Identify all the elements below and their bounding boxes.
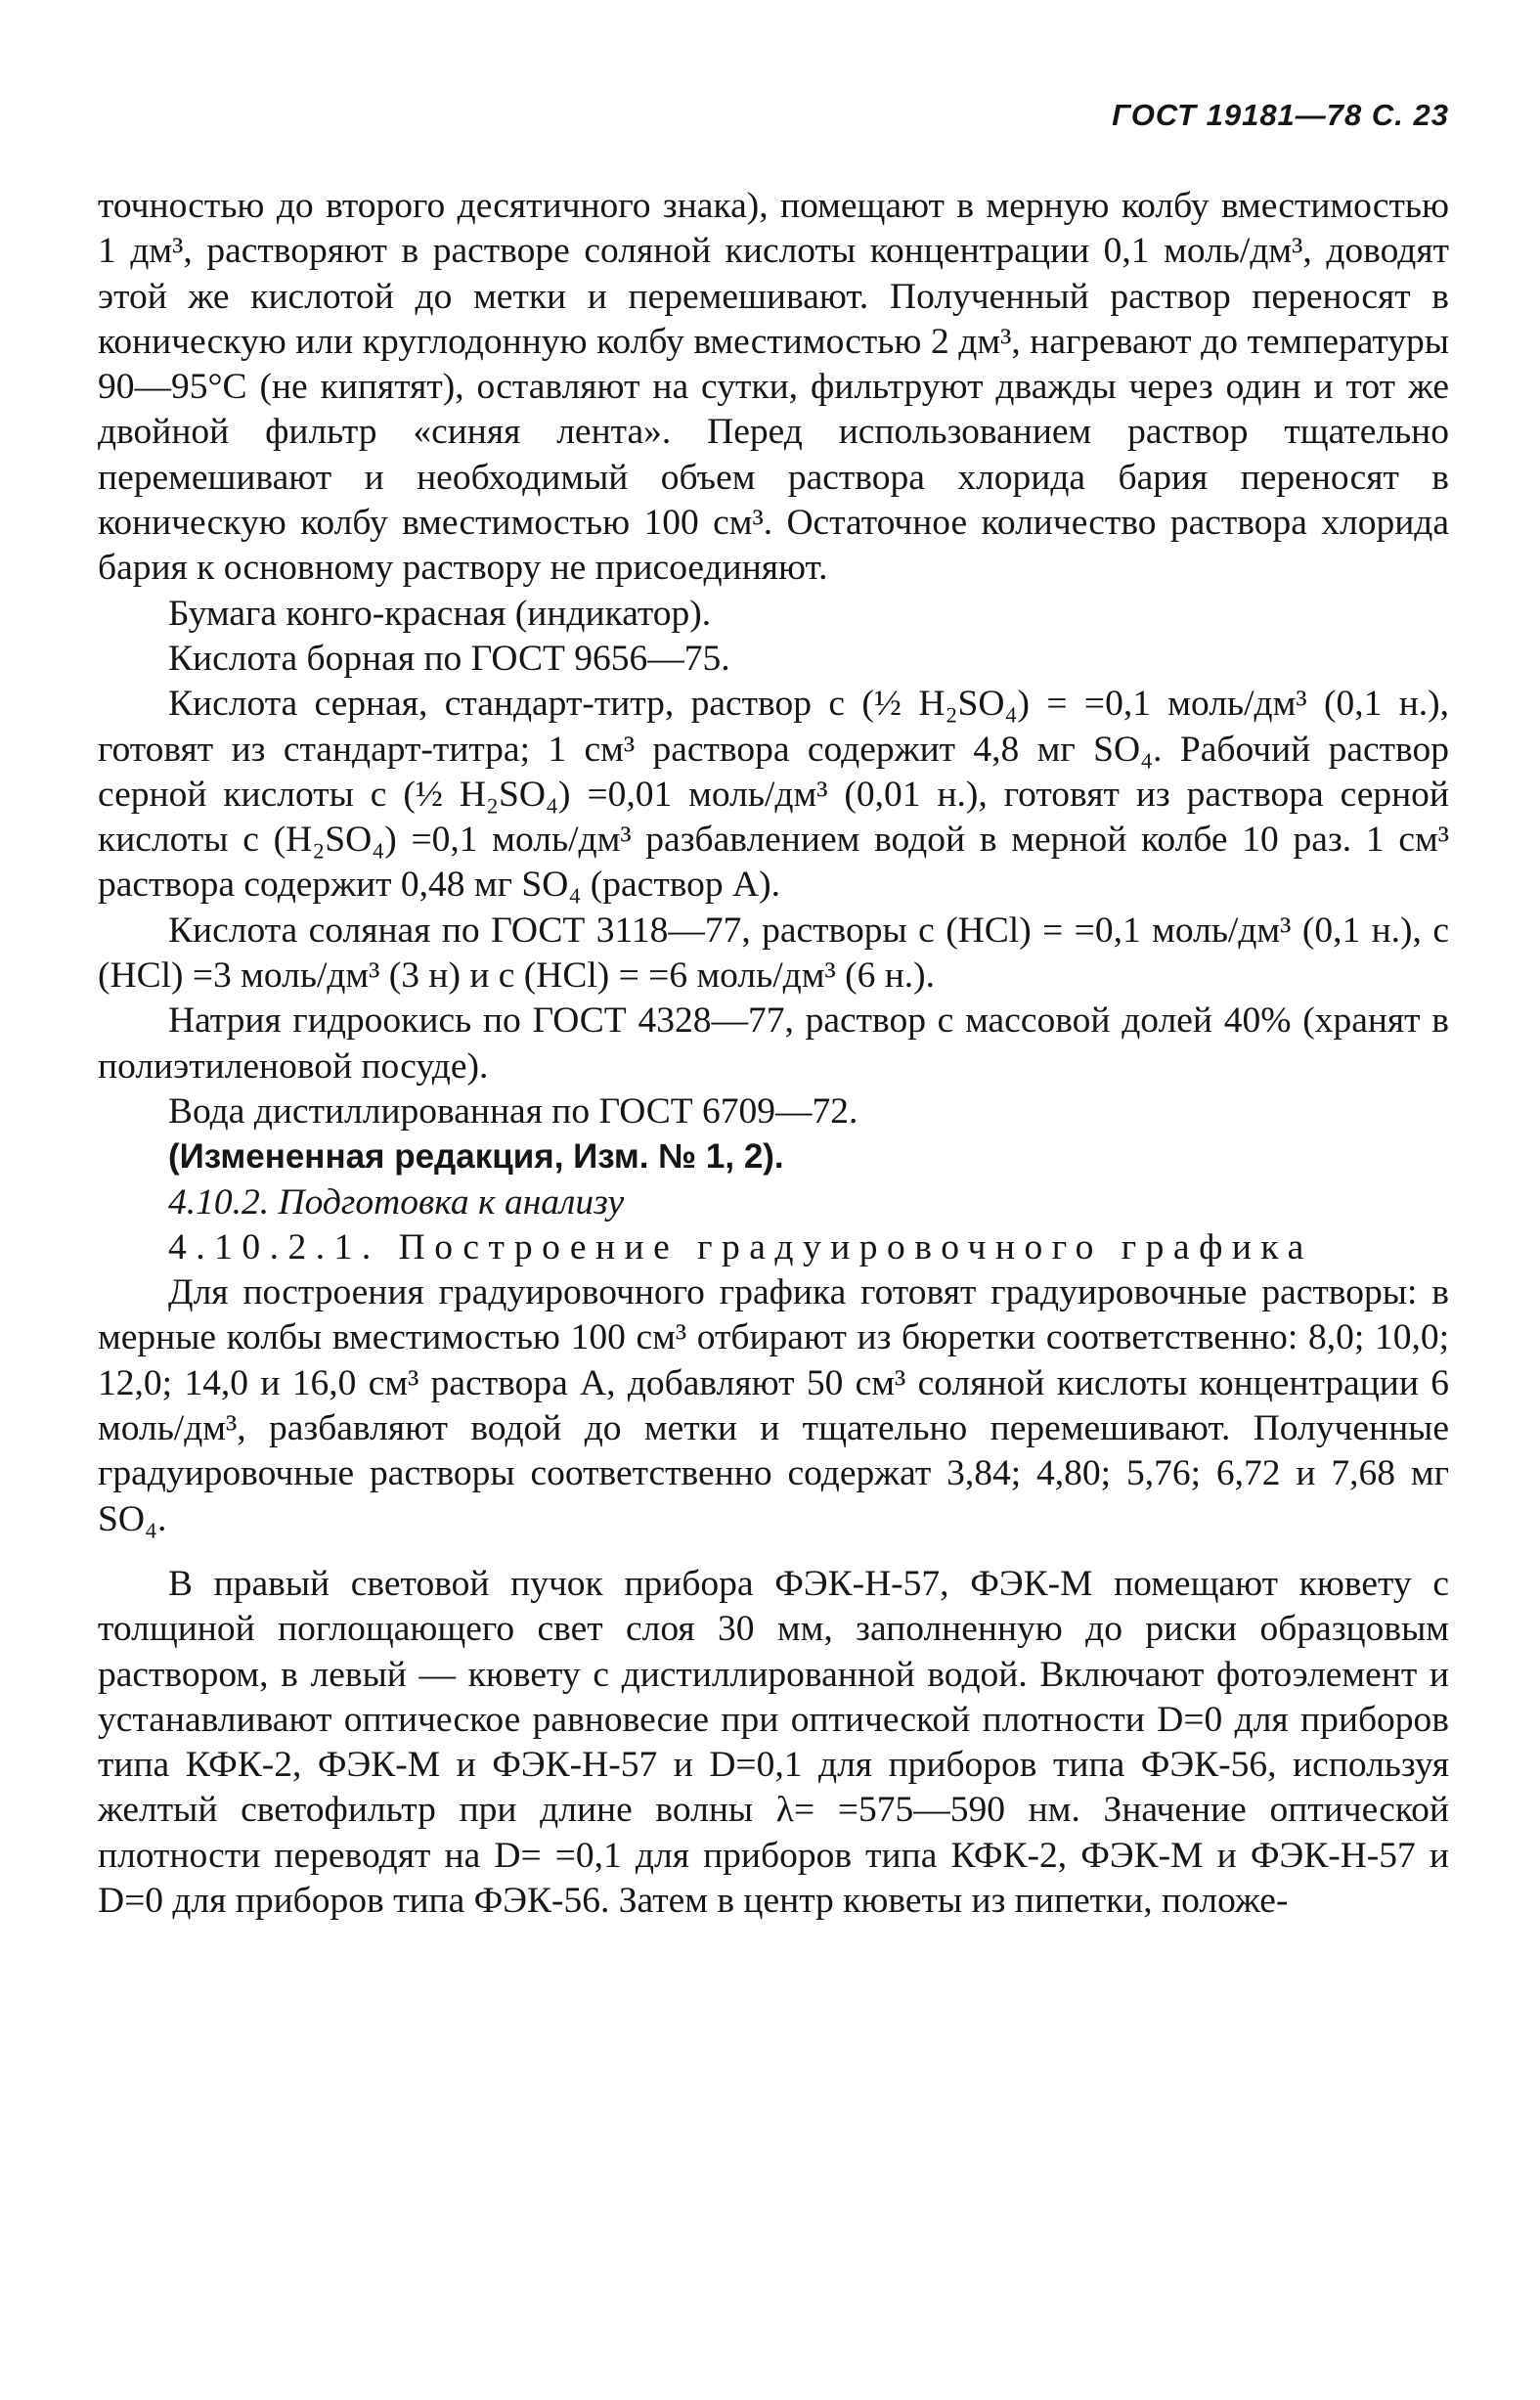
body-text [98,184,1449,1924]
reagent-sodium-hydroxide: Натрия гидроокись по ГОСТ 4328—77, раствор с массовой долей 40% (хранят в полиэтиленовой посуде). [98,1000,1449,1087]
running-header: ГОСТ 19181—78 С. 23 [1112,98,1449,132]
paragraph-barium-chloride-prep: точностью до второго десятичного знака), помещают в мерную колбу вместимостью 1 дм³, растворяют в растворе соляной кислоты концентрации 0,1 моль/дм³, доводят этой же кислотой до метки и перемешивают. Полученный раствор переносят в коническую или круглодонную колбу вместимостью 2 дм³, нагревают до температуры 90—95°С (не кипятят), оставляют на сутки, фильтруют дважды через один и тот же двойной фильтр «синяя лента». Перед использованием раствор тщательно перемешивают и необходимый объем раствора хлорида бария переносят в коническую колбу вместимостью 100 см³. Остаточное количество раствора хлорида бария к основному раствору не присоединяют. [98,186,1449,589]
subsection-heading-calibration: 4.10.2.1. Построение градуировочного графика [168,1226,1313,1267]
paragraph-photometer-setup: В правый световой пучок прибора ФЭК-Н-57, ФЭК-М помещают кювету с толщиной поглощающего свет слоя 30 мм, заполненную до риски образцовым раствором, в левый — кювету с дистиллированной водой. Включают фотоэлемент и устанавливают оптическое равновесие при оптической плотности D=0 для приборов типа КФК-2, ФЭК-М и ФЭК-Н-57 и D=0,1 для приборов типа ФЭК-56, используя желтый светофильтр при длине волны λ= =575—590 нм. Значение оптической плотности переводят на D= =0,1 для приборов типа КФК-2, ФЭК-М и ФЭК-Н-57 и D=0 для приборов типа ФЭК-56. Затем в центр кюветы из пипетки, положе- [98,1563,1449,1921]
reagent-hydrochloric-acid: Кислота соляная по ГОСТ 3118—77, растворы с (HCl) = =0,1 моль/дм³ (0,1 н.), с (HCl) =3 моль/дм³ (3 н) и с (HCl) = =6 моль/дм³ (6 н.). [98,910,1449,997]
paragraph-calibration-solutions: Для построения градуировочного графика готовят градуировочные растворы: в мерные колбы вместимостью 100 см³ отбирают из бюретки соответственно: 8,0; 10,0; 12,0; 14,0 и 16,0 см³ раствора А, добавляют 50 см³ соляной кислоты концентрации 6 моль/дм³, разбавляют водой до метки и тщательно перемешивают. Полученные градуировочные растворы соответственно содержат 3,84; 4,80; 5,76; 6,72 и 7,68 мг SO₄. [98,1272,1449,1539]
section-heading-preparation: 4.10.2. Подготовка к анализу [168,1181,625,1222]
reagent-boric-acid: Кислота борная по ГОСТ 9656—75. [168,638,730,679]
reagent-sulfuric-acid: Кислота серная, стандарт-титр, раствор с (½ H₂SO₄) = =0,1 моль/дм³ (0,1 н.), готовят из стандарт-титра; 1 см³ раствора содержит 4,8 мг SO₄. Рабочий раствор серной кислоты с (½ H₂SO₄) =0,01 моль/дм³ (0,01 н.), готовят из раствора серной кислоты с (H₂SO₄) =0,1 моль/дм³ разбавлением водой в мерной колбе 10 раз. 1 см³ раствора содержит 0,48 мг SO₄ (раствор А). [98,684,1449,906]
reagent-distilled-water: Вода дистиллированная по ГОСТ 6709—72. [168,1090,858,1132]
amendment-note: (Измененная редакция, Изм. № 1, 2). [168,1137,784,1177]
reagent-congo-paper: Бумага конго-красная (индикатор). [168,593,712,634]
